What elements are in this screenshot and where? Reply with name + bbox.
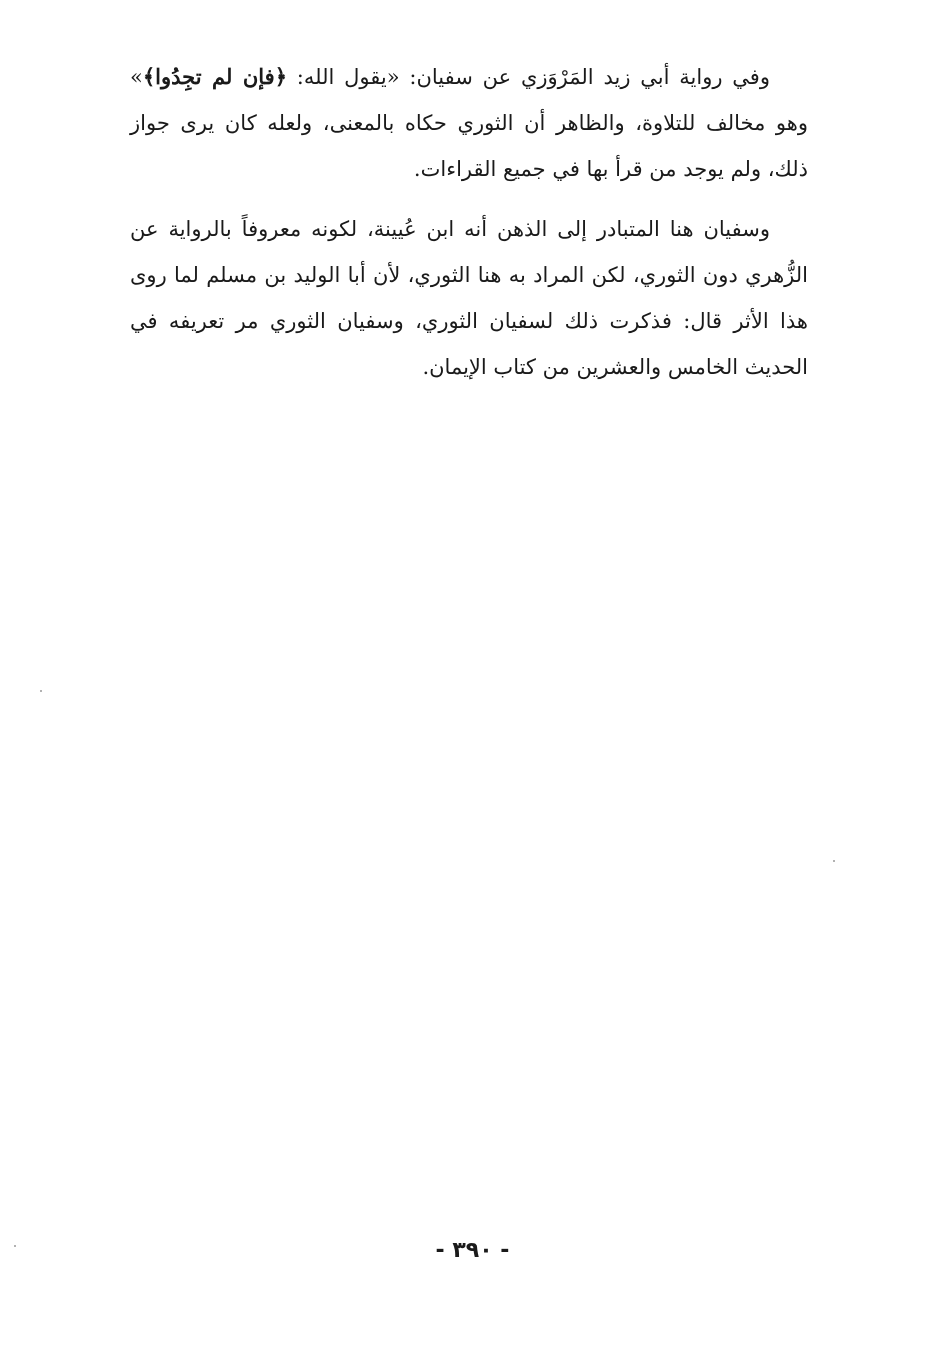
paragraph-abu-zayd-narration <box>130 54 808 192</box>
scan-speck <box>14 1245 16 1247</box>
scan-speck <box>833 860 835 862</box>
quran-quote: ﴿فإن لم تجِدُوا﴾ <box>142 64 287 89</box>
paragraph-sufyan-identity: وسفيان هنا المتبادر إلى الذهن أنه ابن عُيينة، لكونه معروفاً بالرواية عن الزُّهري دون الثوري، لكن المراد به هنا الثوري، لأن أبا الوليد بن مسلم لما روى هذا الأثر قال: فذكرت ذلك لسفيان الثوري، وسفيان الثوري مر تعريفه في الحديث الخامس والعشرين من كتاب الإيمان. <box>130 217 808 379</box>
page-number: - ٣٩٠ - <box>435 1238 510 1263</box>
paragraph-1-intro: وفي رواية أبي زيد المَرْوَزي عن سفيان: «يقول الله: <box>287 65 770 89</box>
paragraph-1-rest: » وهو مخالف للتلاوة، والظاهر أن الثوري حكاه بالمعنى، ولعله كان يرى جواز ذلك، ولم يوجد من قرأ بها في جميع القراءات. <box>130 65 808 181</box>
scan-speck <box>40 690 42 692</box>
